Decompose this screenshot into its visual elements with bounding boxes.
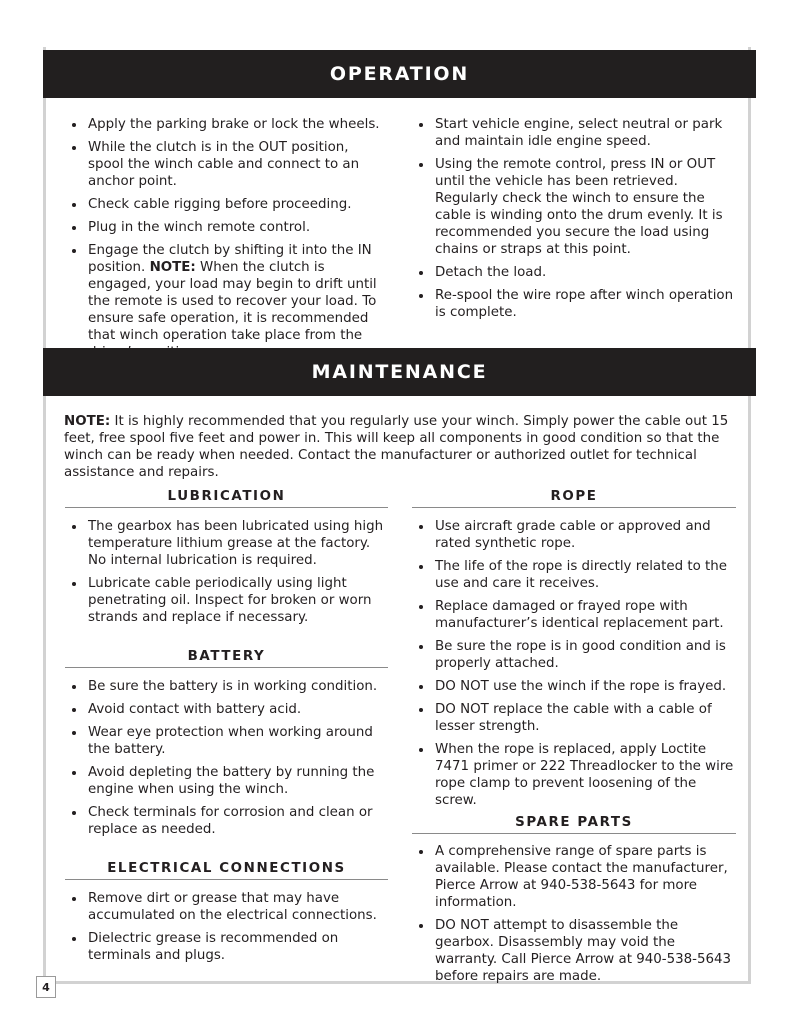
- list-item: Dielectric grease is recommended on terminals and plugs.: [65, 930, 387, 964]
- list-item: DO NOT attempt to disassemble the gearbox. Disassembly may void the warranty. Call Pierce Arrow at 940-538-5643 before repairs are made.: [412, 917, 736, 985]
- operation-step-engage-clutch: [65, 242, 387, 361]
- operation-left-column: [65, 116, 387, 367]
- battery-heading: BATTERY: [65, 645, 388, 668]
- electrical-connections-list: [65, 890, 387, 970]
- battery-list: [65, 678, 387, 844]
- lubrication-list: [65, 518, 387, 632]
- list-item: Avoid contact with battery acid.: [65, 701, 387, 718]
- operation-step: While the clutch is in the OUT position, spool the winch cable and connect to an anchor point.: [65, 139, 387, 190]
- note-label: NOTE:: [64, 414, 111, 429]
- rope-list: [412, 518, 736, 815]
- list-item: DO NOT replace the cable with a cable of lesser strength.: [412, 701, 736, 735]
- list-item: DO NOT use the winch if the rope is frayed.: [412, 678, 736, 695]
- spare-parts-list: [412, 843, 736, 991]
- operation-heading: OPERATION: [43, 50, 756, 98]
- note-label: NOTE:: [149, 260, 196, 275]
- list-item: Lubricate cable periodically using light penetrating oil. Inspect for broken or worn strands and replace if necessary.: [65, 575, 387, 626]
- page-number: 4: [36, 976, 56, 998]
- rope-heading: ROPE: [412, 485, 736, 508]
- list-item: Be sure the battery is in working condition.: [65, 678, 387, 695]
- spare-parts-heading: SPARE PARTS: [412, 811, 736, 834]
- maintenance-note-text: It is highly recommended that you regularly use your winch. Simply power the cable out 15 feet, free spool five feet and power in. This will keep all components in good condition so that the winch can be ready when needed. Contact the manufacturer or authorized outlet for technical assistance and repairs.: [64, 414, 729, 480]
- operation-step: Apply the parking brake or lock the wheels.: [65, 116, 387, 133]
- list-item: Check terminals for corrosion and clean or replace as needed.: [65, 804, 387, 838]
- electrical-connections-heading: ELECTRICAL CONNECTIONS: [65, 857, 388, 880]
- list-item: Wear eye protection when working around the battery.: [65, 724, 387, 758]
- operation-step: Check cable rigging before proceeding.: [65, 196, 387, 213]
- list-item: Be sure the rope is in good condition and is properly attached.: [412, 638, 736, 672]
- maintenance-note: [64, 413, 740, 481]
- list-item: A comprehensive range of spare parts is available. Please contact the manufacturer, Pierce Arrow at 940-538-5643 for more information.: [412, 843, 736, 911]
- lubrication-heading: LUBRICATION: [65, 485, 388, 508]
- operation-step: Using the remote control, press IN or OUT until the vehicle has been retrieved. Regularly check the winch to ensure the cable is winding onto the drum evenly. It is recommended you secure the load using chains or straps at this point.: [412, 156, 734, 258]
- engage-text-before: Engage the clutch by shifting it into the IN position.: [88, 243, 372, 275]
- operation-right-column: [412, 116, 734, 327]
- operation-step: Detach the load.: [412, 264, 734, 281]
- operation-step: Plug in the winch remote control.: [65, 219, 387, 236]
- list-item: Remove dirt or grease that may have accumulated on the electrical connections.: [65, 890, 387, 924]
- list-item: The life of the rope is directly related to the use and care it receives.: [412, 558, 736, 592]
- list-item: The gearbox has been lubricated using high temperature lithium grease at the factory. No internal lubrication is required.: [65, 518, 387, 569]
- list-item: Replace damaged or frayed rope with manufacturer’s identical replacement part.: [412, 598, 736, 632]
- operation-step: Start vehicle engine, select neutral or park and maintain idle engine speed.: [412, 116, 734, 150]
- list-item: Use aircraft grade cable or approved and rated synthetic rope.: [412, 518, 736, 552]
- list-item: Avoid depleting the battery by running the engine when using the winch.: [65, 764, 387, 798]
- maintenance-heading: MAINTENANCE: [43, 348, 756, 396]
- engage-text-after: When the clutch is engaged, your load may begin to drift until the remote is used to recover your load. To ensure safe operation, it is recommended that winch operation take place from the: [88, 260, 377, 343]
- list-item: When the rope is replaced, apply Loctite 7471 primer or 222 Threadlocker to the wire rope clamp to prevent loosening of the screw.: [412, 741, 736, 809]
- operation-step: Re-spool the wire rope after winch operation is complete.: [412, 287, 734, 321]
